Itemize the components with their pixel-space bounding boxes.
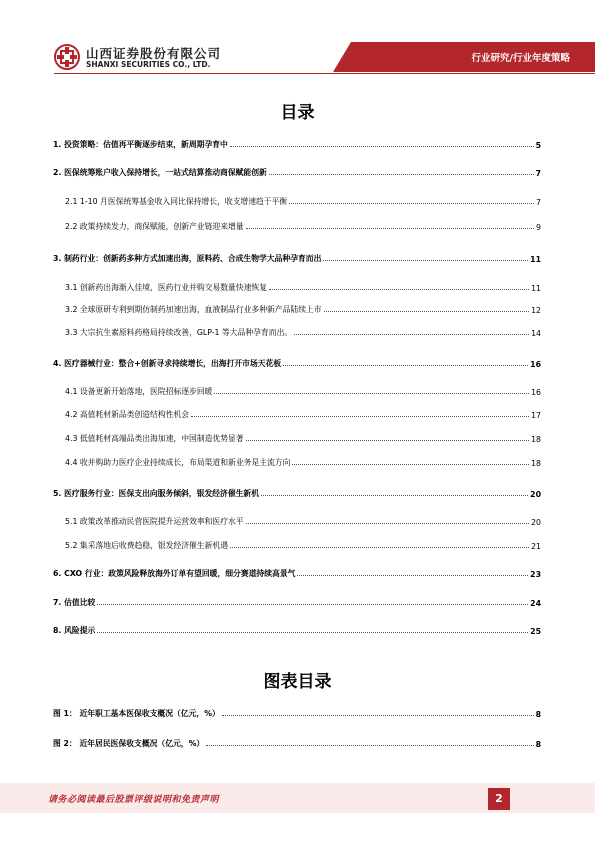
toc-leader-dots: [269, 289, 529, 290]
toc-entry[interactable]: [53, 355, 541, 369]
figure-entry-label: 图 2： 近年居民医保收支概况（亿元，%）: [53, 739, 205, 748]
toc-entry[interactable]: [53, 301, 541, 315]
toc-leader-dots: [297, 575, 528, 576]
toc-entry[interactable]: [53, 513, 541, 527]
toc-entry-label: 3.3 大宗抗生素原料药格局持续改善，GLP-1 等大品种孕育而出。: [65, 328, 293, 337]
shanxi-securities-logo-icon: [54, 44, 80, 70]
toc-leader-dots: [261, 495, 528, 496]
toc-entry[interactable]: [53, 324, 541, 338]
toc-entry-page: 16: [530, 360, 541, 369]
toc-entry-page: 11: [530, 255, 541, 264]
figure-entry[interactable]: [53, 705, 541, 719]
toc-entry-page: 9: [536, 223, 541, 232]
footer-disclaimer: 请务必阅读最后股票评级说明和免责声明: [48, 795, 220, 805]
toc-entry-label: 3. 制药行业：创新药多种方式加速出海，原料药、合成生物学大品种孕育而出: [53, 254, 322, 263]
toc-entry[interactable]: [53, 218, 541, 232]
toc-entry-label: 5.2 集采落地后收费趋稳，银发经济催生新机遇: [65, 541, 229, 550]
toc-entry-label: 4.3 低值耗材高端品类出海加速，中国制造优势显著: [65, 434, 244, 443]
toc-leader-dots: [324, 311, 530, 312]
toc-leader-dots: [294, 334, 529, 335]
report-type-label: 行业研究/行业年度策略: [471, 53, 570, 64]
toc-entry[interactable]: [53, 136, 541, 150]
toc-leader-dots: [97, 604, 528, 605]
toc-entry-page: 20: [531, 518, 541, 527]
toc-entry[interactable]: [53, 537, 541, 551]
figure-entry[interactable]: [53, 735, 541, 749]
toc-entry-label: 3.1 创新药出海渐入佳境，医药行业并购交易数量快速恢复: [65, 283, 268, 292]
toc-entry-page: 25: [530, 627, 541, 636]
figure-leader-dots: [206, 745, 533, 746]
toc-entry-page: 14: [531, 329, 541, 338]
toc-leader-dots: [230, 547, 529, 548]
company-name-cn: 山西证券股份有限公司: [86, 46, 222, 61]
toc-entry[interactable]: [53, 250, 541, 264]
page-number: 2: [488, 788, 510, 810]
toc-entry-label: 4.1 设备更新开始落地，医院招标逐步回暖: [65, 387, 213, 396]
toc-leader-dots: [269, 174, 534, 175]
toc-entry[interactable]: [53, 622, 541, 636]
toc-entry-page: 5: [535, 141, 541, 150]
toc-entry-page: 7: [535, 169, 541, 178]
toc-entry-page: 17: [531, 411, 541, 420]
toc-entry[interactable]: [53, 279, 541, 293]
figure-leader-dots: [222, 715, 534, 716]
toc-leader-dots: [246, 228, 534, 229]
header-divider: [54, 73, 595, 74]
company-name-en: SHANXI SECURITIES CO., LTD.: [86, 60, 211, 69]
toc-entry-page: 23: [530, 570, 541, 579]
toc-entry[interactable]: [53, 164, 541, 178]
toc-entry-label: 5. 医疗服务行业：医保支出向服务倾斜，银发经济催生新机: [53, 489, 260, 498]
toc-leader-dots: [191, 416, 529, 417]
toc-entry-label: 4.2 高值耗材新品类创造结构性机会: [65, 410, 190, 419]
toc-entry-label: 2.2 政策持续发力，商保赋能，创新产业链迎来增量: [65, 222, 244, 231]
toc-entry-label: 4.4 收并购助力医疗企业持续成长，布局渠道和新业务是主流方向: [65, 458, 291, 467]
toc-leader-dots: [214, 393, 529, 394]
toc-entry-page: 18: [531, 459, 541, 468]
toc-entry[interactable]: [53, 485, 541, 499]
toc-leader-dots: [283, 365, 528, 366]
toc-entry[interactable]: [53, 383, 541, 397]
toc-entry-label: 1. 投资策略：估值再平衡逐步结束，新周期孕育中: [53, 140, 228, 149]
toc-entry-page: 18: [531, 435, 541, 444]
toc-entry[interactable]: [53, 430, 541, 444]
figure-entry-page: 8: [535, 710, 541, 719]
toc-entry-label: 8. 风险提示: [53, 626, 96, 635]
toc-leader-dots: [323, 260, 528, 261]
figure-entry-label: 图 1： 近年职工基本医保收支概况（亿元，%）: [53, 709, 220, 718]
page-header: [0, 0, 595, 78]
toc-entry-label: 6. CXO 行业：政策风险释放海外订单有望回暖，细分赛道持续高景气: [53, 569, 296, 578]
toc-entry[interactable]: [53, 406, 541, 420]
toc-entry-page: 16: [531, 388, 541, 397]
toc-entry-label: 3.2 全球原研专利到期仿制药加速出海，血液制品行业多种新产品陆续上市: [65, 305, 322, 314]
toc-entry[interactable]: [53, 193, 541, 207]
toc-entry-label: 5.1 政策改革推动民营医院提升运营效率和医疗水平: [65, 517, 244, 526]
toc-leader-dots: [292, 464, 529, 465]
toc-entry-label: 7. 估值比较: [53, 598, 96, 607]
toc-entry[interactable]: [53, 594, 541, 608]
figure-entry-page: 8: [535, 740, 541, 749]
toc-entry[interactable]: [53, 454, 541, 468]
toc-entry-label: 2. 医保统筹账户收入保持增长，一站式结算推动商保赋能创新: [53, 168, 267, 177]
toc-entry-page: 21: [531, 542, 541, 551]
toc-entry[interactable]: [53, 565, 541, 579]
toc-entry-page: 24: [530, 599, 541, 608]
toc-leader-dots: [230, 146, 534, 147]
figures-title: 图表目录: [263, 672, 332, 692]
toc-entry-page: 11: [531, 284, 541, 293]
toc-leader-dots: [289, 203, 534, 204]
toc-entry-page: 7: [536, 198, 541, 207]
toc-entry-label: 2.1 1-10 月医保统筹基金收入同比保持增长，收支增速趋于平衡: [65, 197, 288, 206]
toc-title: 目录: [280, 103, 315, 123]
toc-leader-dots: [97, 632, 528, 633]
toc-leader-dots: [246, 440, 529, 441]
toc-entry-label: 4. 医疗器械行业：整合+创新寻求持续增长，出海打开市场天花板: [53, 359, 282, 368]
toc-leader-dots: [246, 523, 529, 524]
toc-entry-page: 12: [531, 306, 541, 315]
toc-entry-page: 20: [530, 490, 541, 499]
